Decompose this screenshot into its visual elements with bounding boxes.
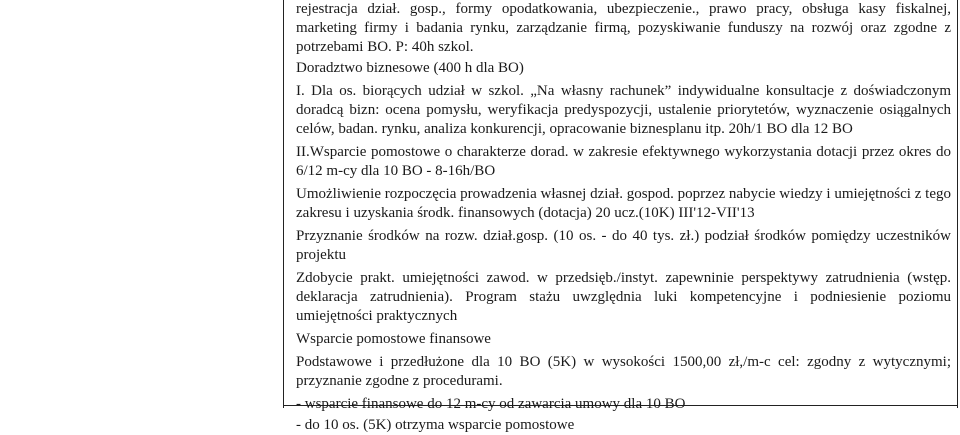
paragraph-funds-allocation: Przyznanie środków na rozw. dział.gosp. (10 os. - do 40 tys. zł.) podział środków pomiędzy uczestników projektu bbox=[296, 228, 951, 263]
paragraph-individual-consulting: I. Dla os. biorących udział w szkol. „Na własny rachunek” indywidualne konsultacje z doświadczonym doradcą bizn: ocena pomysłu, weryfikacja predyspozycji, ustalenie priorytetów, wyznaczenie osiągalnych celów, badan. rynku, analiza konkurencji, opracowanie biznesplanu itp. 20h/1 BO dla 12 BO bbox=[296, 83, 951, 137]
paragraph-support-duration: - wsparcie finansowe do 12 m-cy od zawarcia umowy dla 10 BO bbox=[296, 396, 686, 412]
paragraph-support-recipients: - do 10 os. (5K) otrzyma wsparcie pomostowe bbox=[296, 417, 575, 433]
paragraph-training-topics: rejestracja dział. gosp., formy opodatkowania, ubezpieczenie., prawo pracy, obsługa kasy fiskalnej, marketing firmy i badania rynku, zarządzanie firmą, pozyskiwanie funduszy na rozwój oraz zgodne z potrzebami BO. P: 40h szkol. bbox=[296, 1, 951, 55]
table-border-right bbox=[957, 0, 958, 408]
paragraph-business-advisory: Doradztwo biznesowe (400 h dla BO) bbox=[296, 60, 524, 76]
paragraph-financial-bridge-support: Wsparcie pomostowe finansowe bbox=[296, 331, 491, 347]
paragraph-internship: Zdobycie prakt. umiejętności zawod. w przedsięb./instyt. zapewninie perspektywy zatrudnienia (wstęp. deklaracja zatrudnienia). Program stażu uwzględnia luki kompetencyjne i podniesienie poziomu umiejętności praktycznych bbox=[296, 270, 951, 324]
paragraph-business-start: Umożliwienie rozpoczęcia prowadzenia własnej dział. gospod. poprzez nabycie wiedzy i umiejętności z tego zakresu i uzyskania środk. finansowych (dotacja) 20 ucz.(10K) III'12-VII'13 bbox=[296, 186, 951, 221]
table-cell-content bbox=[296, 0, 951, 435]
paragraph-basic-extended-support: Podstawowe i przedłużone dla 10 BO (5K) w wysokości 1500,00 zł,/m-c cel: zgodny z wytycznymi; przyznanie zgodne z procedurami. bbox=[296, 354, 951, 389]
table-border-left bbox=[283, 0, 284, 408]
paragraph-bridge-support-advisory: II.Wsparcie pomostowe o charakterze dorad. w zakresie efektywnego wykorzystania dotacji przez okres do 6/12 m-cy dla 10 BO - 8-16h/BO bbox=[296, 144, 951, 179]
